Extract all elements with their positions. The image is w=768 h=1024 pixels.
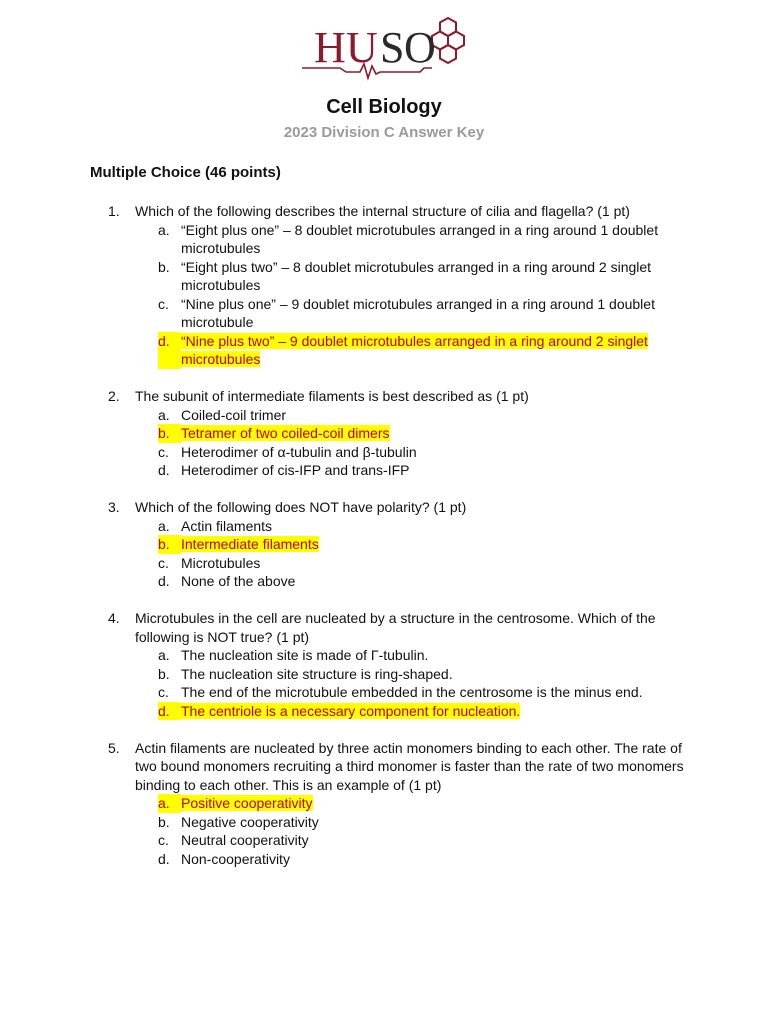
option — [158, 517, 688, 536]
option-letter: c. — [158, 554, 169, 571]
question-text: Microtubules in the cell are nucleated by a structure in the centrosome. Which of the following is NOT true? (1 pt) — [135, 610, 656, 645]
option-letter: a. — [158, 406, 170, 423]
option-text: “Nine plus two” – 9 doublet microtubules arranged in a ring around 2 singlet microtubules — [181, 332, 648, 367]
option — [158, 683, 688, 702]
option-letter: b. — [158, 258, 170, 275]
option-list — [108, 794, 688, 868]
question-number: 2. — [108, 388, 120, 404]
option — [158, 461, 688, 480]
option-text: Coiled-coil trimer — [181, 406, 287, 423]
option — [158, 258, 688, 295]
option — [158, 443, 688, 462]
option-letter: b. — [158, 535, 181, 554]
option-text: “Eight plus one” – 8 doublet microtubules arranged in a ring around 1 doublet microtubules — [181, 221, 659, 256]
option-text: Non-cooperativity — [181, 850, 290, 867]
option-text: None of the above — [181, 573, 296, 589]
option-text: “Nine plus one” – 9 doublet microtubules arranged in a ring around 1 doublet microtubule — [181, 295, 655, 330]
option-text: The nucleation site structure is ring-shaped. — [181, 665, 453, 682]
question — [108, 498, 688, 591]
option — [158, 665, 688, 684]
question-number: 5. — [108, 739, 120, 756]
option — [158, 646, 688, 665]
option-letter: a. — [158, 794, 181, 813]
option-letter: a. — [158, 647, 170, 663]
option-text: Tetramer of two coiled-coil dimers — [181, 425, 390, 441]
option-text: Negative cooperativity — [181, 813, 319, 830]
option-text: Heterodimer of cis-IFP and trans-IFP — [181, 462, 410, 478]
option-letter: a. — [158, 517, 170, 534]
logo-letter-h: H — [314, 23, 346, 72]
option-text: The nucleation site is made of Γ-tubulin. — [181, 647, 429, 663]
page-title: Cell Biology — [326, 96, 442, 118]
option-answer — [158, 702, 688, 721]
option-letter: b. — [158, 665, 170, 682]
question-number: 3. — [108, 499, 120, 515]
option-text: “Eight plus two” – 8 doublet microtubules arranged in a ring around 2 singlet microtubules — [181, 258, 652, 293]
option-list — [108, 221, 688, 369]
option-letter: c. — [158, 443, 169, 460]
option — [158, 813, 688, 832]
question-text: Actin filaments are nucleated by three actin monomers binding to each other. The rate of two bound monomers recruiting a third monomer is faster than the rate of two monomers binding to each other. This is an example of (1 pt) — [135, 739, 684, 793]
option — [158, 406, 688, 425]
question-text: Which of the following does NOT have polarity? (1 pt) — [135, 499, 467, 515]
option-letter: d. — [158, 573, 170, 589]
option-text: Microtubules — [181, 554, 261, 571]
option-list — [108, 406, 688, 480]
question — [108, 609, 688, 720]
question — [108, 387, 688, 480]
option-letter: b. — [158, 424, 181, 443]
option-letter: c. — [158, 295, 169, 312]
question-text: The subunit of intermediate filaments is best described as (1 pt) — [135, 388, 529, 404]
option-letter: c. — [158, 684, 169, 700]
option-text: Positive cooperativity — [181, 795, 313, 811]
question-list — [108, 202, 688, 887]
question-text: Which of the following describes the internal structure of cilia and flagella? (1 pt) — [135, 203, 630, 219]
question — [108, 202, 688, 369]
logo-letter-o: O — [404, 23, 436, 72]
option-text: The end of the microtubule embedded in the centrosome is the minus end. — [181, 684, 643, 700]
question-number: 1. — [108, 203, 120, 219]
option-text: Neutral cooperativity — [181, 832, 309, 848]
option-letter: d. — [158, 332, 181, 369]
page-subtitle: 2023 Division C Answer Key — [283, 124, 485, 141]
option-answer — [158, 535, 688, 554]
logo-letter-s: S — [380, 23, 405, 72]
question-number: 4. — [108, 610, 120, 626]
option-text: The centriole is a necessary component for nucleation. — [181, 702, 521, 719]
huso-logo — [300, 10, 470, 82]
option-text: Actin filaments — [181, 517, 273, 534]
option-list — [108, 646, 688, 720]
option-text: Intermediate filaments — [181, 536, 319, 552]
option-list — [108, 517, 688, 591]
option-letter: a. — [158, 221, 170, 238]
option-answer — [158, 424, 688, 443]
section-title: Multiple Choice (46 points) — [90, 164, 281, 181]
option-letter: d. — [158, 462, 170, 478]
option — [158, 572, 688, 591]
option-letter: d. — [158, 702, 181, 721]
option — [158, 221, 688, 258]
option — [158, 831, 688, 850]
option-answer — [158, 794, 688, 813]
option — [158, 850, 688, 869]
option — [158, 295, 688, 332]
option-text: Heterodimer of α-tubulin and β-tubulin — [181, 443, 417, 460]
logo-letter-u: U — [346, 23, 378, 72]
option-letter: c. — [158, 832, 169, 848]
option — [158, 554, 688, 573]
option-letter: b. — [158, 813, 170, 830]
hexagon-molecule-icon — [432, 18, 464, 63]
option-answer — [158, 332, 688, 369]
question — [108, 739, 688, 869]
option-letter: d. — [158, 850, 170, 867]
